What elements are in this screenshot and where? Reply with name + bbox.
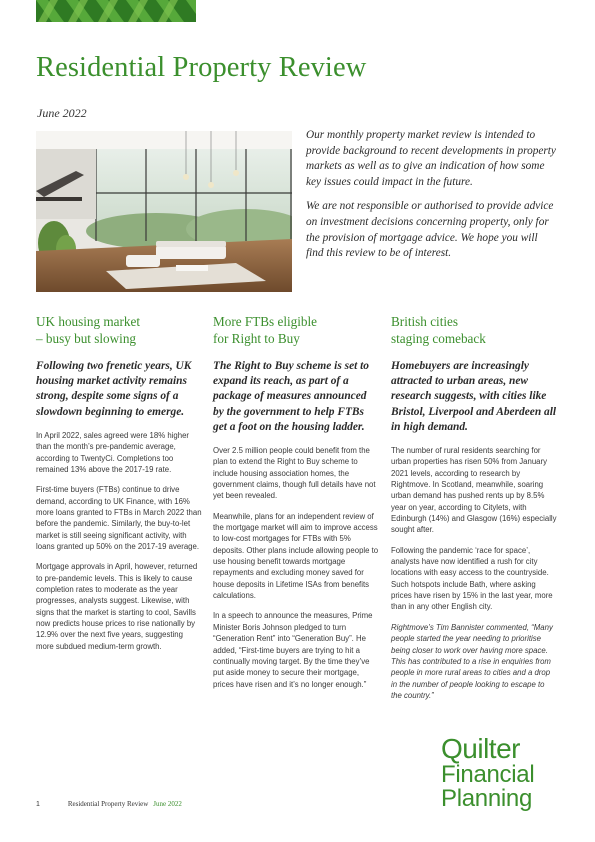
article-heading-line: – busy but slowing [36,330,137,346]
article-uk-housing-market [36,314,202,661]
article-heading [213,314,379,347]
article-heading-line: staging comeback [391,330,486,346]
article-british-cities [391,314,557,710]
article-paragraph: Over 2.5 million people could benefit from the plan to extend the Right to Buy scheme to include housing association homes, the government claims, though full details have not yet been revealed. [213,446,376,501]
article-paragraph: In a speech to announce the measures, Prime Minister Boris Johnson pledged to turn “Generation Rent” into “Generation Buy”. He added, “First-time buyers are trying to hit a continually moving target. By the time they’ve put aside money to secure their mortgage, prices have risen and it’s no longer enough.” [213,611,373,689]
hero-image-living-room [36,131,292,292]
page-number: 1 [36,801,40,808]
article-heading-line: UK housing market [36,314,141,329]
article-right-to-buy [213,314,379,699]
disclaimer-paragraph: We are not responsible or authorised to provide advice on investment decisions concerning property, only for the provision of mortgage advice. We hope you will find this review to be of interest. [306,200,554,260]
page-footer [36,800,182,808]
article-heading-line: for Right to Buy [213,330,300,346]
logo-line: Financial [441,761,535,788]
article-body [213,445,379,690]
article-lead: The Right to Buy scheme is set to expand its reach, as part of a package of measures announced by the government to help FTBs get a foot on the housing ladder. [213,360,369,433]
article-paragraph: The number of rural residents searching for urban properties has risen 50% from January 2021 levels, according to research by Rightmove. In Scotland, meanwhile, soaring urban demand has pushed rents up by 8.5% year on year, according to Citylets, with Edinburgh (14%) and Glasgow (16%) especially sought after. [391,446,557,535]
article-paragraph: In April 2022, sales agreed were 18% higher than the month’s pre-pandemic average, according to TwentyCi. Completions too remained 13% above the 2017-19 rate. [36,430,190,474]
article-lead: Homebuyers are increasingly attracted to urban areas, new research suggests, with cities like Bristol, Liverpool and Aberdeen all in high demand. [391,360,557,433]
top-decorative-bar [36,0,196,22]
article-heading-line: More FTBs eligible [213,314,318,329]
page-title: Residential Property Review [36,52,367,83]
intro-paragraph: Our monthly property market review is intended to provide background to recent developments in property markets as well as to give an indication of how some key issues could impact in the future. [306,129,556,188]
article-paragraph: Meanwhile, plans for an independent review of the mortgage market will aim to improve access to low-cost mortgages for FTBs with 5% deposits. Other plans include allowing people to use housing benefit towards mortgage repayments and excluding money saved for house deposits in Lifetime ISAs from benefits calculations. [213,511,379,601]
article-heading [36,314,202,347]
logo-line: Planning [441,785,533,812]
article-paragraph: Mortgage approvals in April, however, returned to pre-pandemic levels. This is likely to cause completion rates to moderate as the year progresses, analysts suggest. Likewise, with signs that the market is starting to cool, Savills now predicts house prices to rise nationally by 12.9% over the next five years, suggesting more subdued medium-term growth. [36,562,198,651]
article-lead: Following two frenetic years, UK housing market activity remains strong, despite some signs of a slowdown beginning to emerge. [36,360,192,418]
logo-line: Quilter [441,733,520,764]
article-heading-line: British cities [391,314,459,329]
article-paragraph: Rightmove’s Tim Bannister commented, “Many people started the year needing to prioritise being closer to work over having more space. This has contributed to a rise in enquiries from people in more rural areas to cities and a drop in the number of people looking to escape to the country.” [391,622,553,700]
article-paragraph: First-time buyers (FTBs) continue to drive demand, according to UK Finance, with 16% more loans granted to FTBs in March 2022 than before the pandemic. Similarly, the buy-to-let market is still seeing significant activity, with loans granted up 50% on the 2017-19 average. [36,485,202,551]
issue-date: June 2022 [37,106,87,120]
article-body [36,430,202,652]
article-heading [391,314,557,347]
footer-date: June 2022 [153,800,182,808]
article-paragraph: Following the pandemic ‘race for space’, analysts have now identified a rush for city locations with easy access to the countryside. Such hotspots include Bath, where asking prices have risen by 15% in the last year, more than in any other English city. [391,545,553,612]
quilter-financial-planning-logo [441,735,565,811]
footer-report-name: Residential Property Review [67,800,149,808]
intro-text [306,128,556,271]
chevron-pattern-graphic [36,0,196,22]
article-body [391,445,557,701]
